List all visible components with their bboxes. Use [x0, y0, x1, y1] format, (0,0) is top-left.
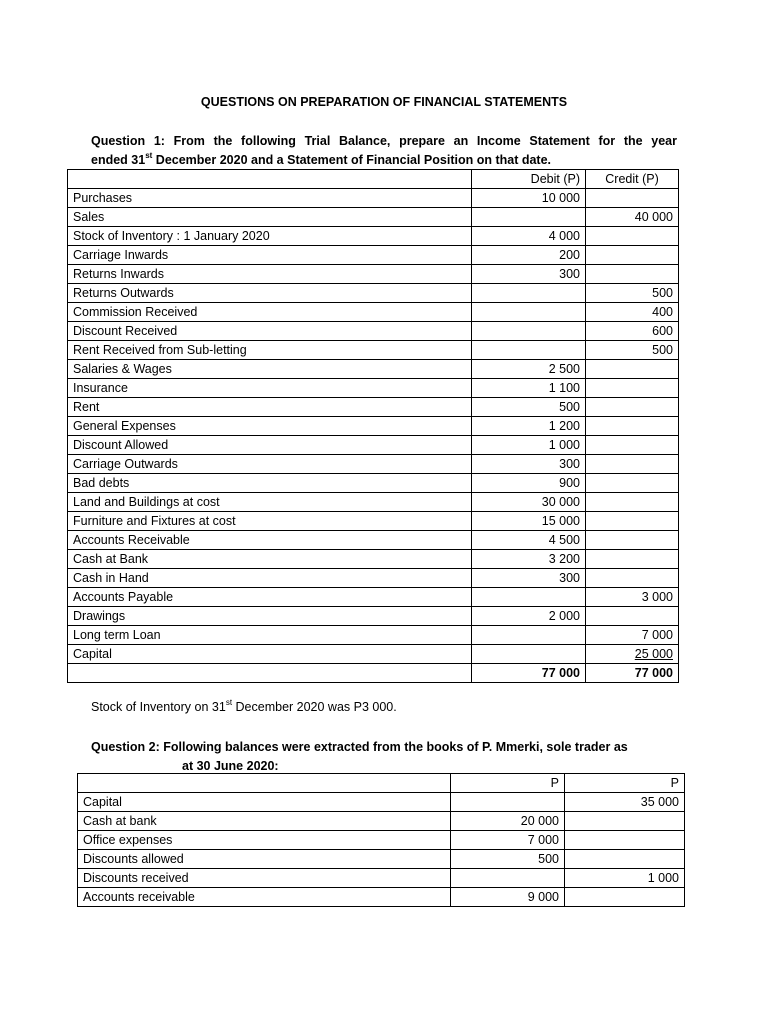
table-row	[78, 888, 685, 907]
debit-amount: 2 000	[472, 607, 586, 626]
credit-amount	[565, 812, 685, 831]
credit-amount	[586, 227, 679, 246]
account-name: Cash in Hand	[68, 569, 472, 588]
credit-amount: 3 000	[586, 588, 679, 607]
credit-amount	[586, 474, 679, 493]
account-name: Cash at bank	[78, 812, 451, 831]
account-name: Stock of Inventory : 1 January 2020	[68, 227, 472, 246]
credit-amount	[565, 831, 685, 850]
credit-amount	[565, 888, 685, 907]
debit-amount	[472, 645, 586, 664]
question1-line2-pre: ended 31	[91, 153, 146, 167]
account-name: Returns Inwards	[68, 265, 472, 284]
credit-amount	[586, 246, 679, 265]
debit-amount: 9 000	[451, 888, 565, 907]
debit-amount: 500	[451, 850, 565, 869]
table-row	[68, 455, 679, 474]
account-name: Salaries & Wages	[68, 360, 472, 379]
table-row	[68, 189, 679, 208]
debit-amount	[472, 322, 586, 341]
table-row	[68, 322, 679, 341]
header-credit: Credit (P)	[586, 170, 679, 189]
account-name: General Expenses	[68, 417, 472, 436]
credit-amount: 500	[586, 284, 679, 303]
account-name: Discounts allowed	[78, 850, 451, 869]
header-debit: P	[451, 774, 565, 793]
table-row	[78, 793, 685, 812]
account-name: Returns Outwards	[68, 284, 472, 303]
debit-amount: 500	[472, 398, 586, 417]
table-header-row	[78, 774, 685, 793]
account-name: Bad debts	[68, 474, 472, 493]
debit-amount	[472, 303, 586, 322]
account-name: Drawings	[68, 607, 472, 626]
debit-amount	[472, 284, 586, 303]
debit-amount: 2 500	[472, 360, 586, 379]
credit-amount	[586, 379, 679, 398]
table-row	[68, 284, 679, 303]
total-credit: 77 000	[586, 664, 679, 683]
account-name: Office expenses	[78, 831, 451, 850]
credit-amount: 500	[586, 341, 679, 360]
table-row	[68, 246, 679, 265]
credit-amount	[586, 531, 679, 550]
account-name: Land and Buildings at cost	[68, 493, 472, 512]
account-name: Carriage Outwards	[68, 455, 472, 474]
table-row	[68, 569, 679, 588]
debit-amount: 1 000	[472, 436, 586, 455]
account-name: Sales	[68, 208, 472, 227]
table-row	[68, 379, 679, 398]
account-name: Rent Received from Sub-letting	[68, 341, 472, 360]
table-row	[68, 512, 679, 531]
account-name: Capital	[78, 793, 451, 812]
question2-line2: at 30 June 2020:	[182, 759, 279, 773]
table-row	[68, 227, 679, 246]
account-name: Insurance	[68, 379, 472, 398]
credit-amount	[586, 265, 679, 284]
debit-amount: 300	[472, 265, 586, 284]
inventory-note	[91, 697, 397, 714]
total-debit: 77 000	[472, 664, 586, 683]
balances-table	[77, 773, 685, 907]
account-name: Accounts Receivable	[68, 531, 472, 550]
credit-amount	[586, 398, 679, 417]
debit-amount: 1 200	[472, 417, 586, 436]
account-name: Accounts receivable	[78, 888, 451, 907]
question2-line1: Question 2: Following balances were extracted from the books of P. Mmerki, sole trader as	[91, 740, 628, 754]
debit-amount: 7 000	[451, 831, 565, 850]
question1-line2-post: December 2020 and a Statement of Financial Position on that date.	[152, 153, 552, 167]
debit-amount	[451, 869, 565, 888]
credit-amount: 40 000	[586, 208, 679, 227]
account-name: Discount Received	[68, 322, 472, 341]
account-name: Commission Received	[68, 303, 472, 322]
table-row	[68, 493, 679, 512]
credit-amount	[565, 850, 685, 869]
account-name: Long term Loan	[68, 626, 472, 645]
question2-text	[91, 738, 691, 776]
debit-amount: 300	[472, 455, 586, 474]
credit-amount	[586, 512, 679, 531]
account-name: Cash at Bank	[68, 550, 472, 569]
credit-amount: 25 000	[586, 645, 679, 664]
account-name: Furniture and Fixtures at cost	[68, 512, 472, 531]
credit-amount	[586, 607, 679, 626]
credit-amount	[586, 569, 679, 588]
account-name: Capital	[68, 645, 472, 664]
table-row	[68, 417, 679, 436]
table-row	[68, 360, 679, 379]
table-row	[68, 531, 679, 550]
table-row	[68, 341, 679, 360]
credit-amount	[586, 360, 679, 379]
header-credit: P	[565, 774, 685, 793]
note-pre: Stock of Inventory on 31	[91, 700, 226, 714]
totals-row	[68, 664, 679, 683]
debit-amount: 300	[472, 569, 586, 588]
table-row	[78, 812, 685, 831]
note-sup: st	[225, 697, 233, 707]
debit-amount: 15 000	[472, 512, 586, 531]
table-row	[78, 869, 685, 888]
question1-line2	[91, 150, 552, 167]
question1-text	[91, 132, 677, 170]
table-row	[68, 436, 679, 455]
credit-amount: 400	[586, 303, 679, 322]
account-name: Accounts Payable	[68, 588, 472, 607]
debit-amount: 1 100	[472, 379, 586, 398]
table-row	[68, 265, 679, 284]
debit-amount	[472, 626, 586, 645]
header-blank	[68, 170, 472, 189]
question1-line1: Question 1: From the following Trial Balance, prepare an Income Statement for the year	[91, 134, 677, 148]
account-name: Discount Allowed	[68, 436, 472, 455]
credit-amount	[586, 189, 679, 208]
table-row	[68, 588, 679, 607]
totals-label	[68, 664, 472, 683]
credit-amount	[586, 493, 679, 512]
credit-amount	[586, 436, 679, 455]
question1-line2-sup: st	[145, 150, 153, 160]
debit-amount: 4 000	[472, 227, 586, 246]
table-row	[68, 303, 679, 322]
table-row	[68, 626, 679, 645]
credit-amount	[586, 455, 679, 474]
table-row	[78, 850, 685, 869]
debit-amount	[472, 588, 586, 607]
debit-amount	[451, 793, 565, 812]
debit-amount: 900	[472, 474, 586, 493]
debit-amount: 20 000	[451, 812, 565, 831]
table-row	[68, 607, 679, 626]
credit-amount: 1 000	[565, 869, 685, 888]
credit-amount	[586, 417, 679, 436]
account-name: Rent	[68, 398, 472, 417]
page-title: QUESTIONS ON PREPARATION OF FINANCIAL STATEMENTS	[200, 95, 568, 109]
note-post: December 2020 was P3 000.	[232, 700, 397, 714]
credit-amount: 7 000	[586, 626, 679, 645]
table-row	[78, 831, 685, 850]
credit-amount: 35 000	[565, 793, 685, 812]
account-name: Carriage Inwards	[68, 246, 472, 265]
credit-amount	[586, 550, 679, 569]
account-name: Discounts received	[78, 869, 451, 888]
credit-amount: 600	[586, 322, 679, 341]
table-row	[68, 645, 679, 664]
header-blank	[78, 774, 451, 793]
table-row	[68, 474, 679, 493]
table-header-row	[68, 170, 679, 189]
account-name: Purchases	[68, 189, 472, 208]
debit-amount	[472, 341, 586, 360]
debit-amount: 200	[472, 246, 586, 265]
header-debit: Debit (P)	[472, 170, 586, 189]
debit-amount: 3 200	[472, 550, 586, 569]
table-row	[68, 208, 679, 227]
trial-balance-table	[67, 169, 679, 683]
table-row	[68, 550, 679, 569]
debit-amount: 30 000	[472, 493, 586, 512]
table-row	[68, 398, 679, 417]
debit-amount	[472, 208, 586, 227]
debit-amount: 4 500	[472, 531, 586, 550]
debit-amount: 10 000	[472, 189, 586, 208]
